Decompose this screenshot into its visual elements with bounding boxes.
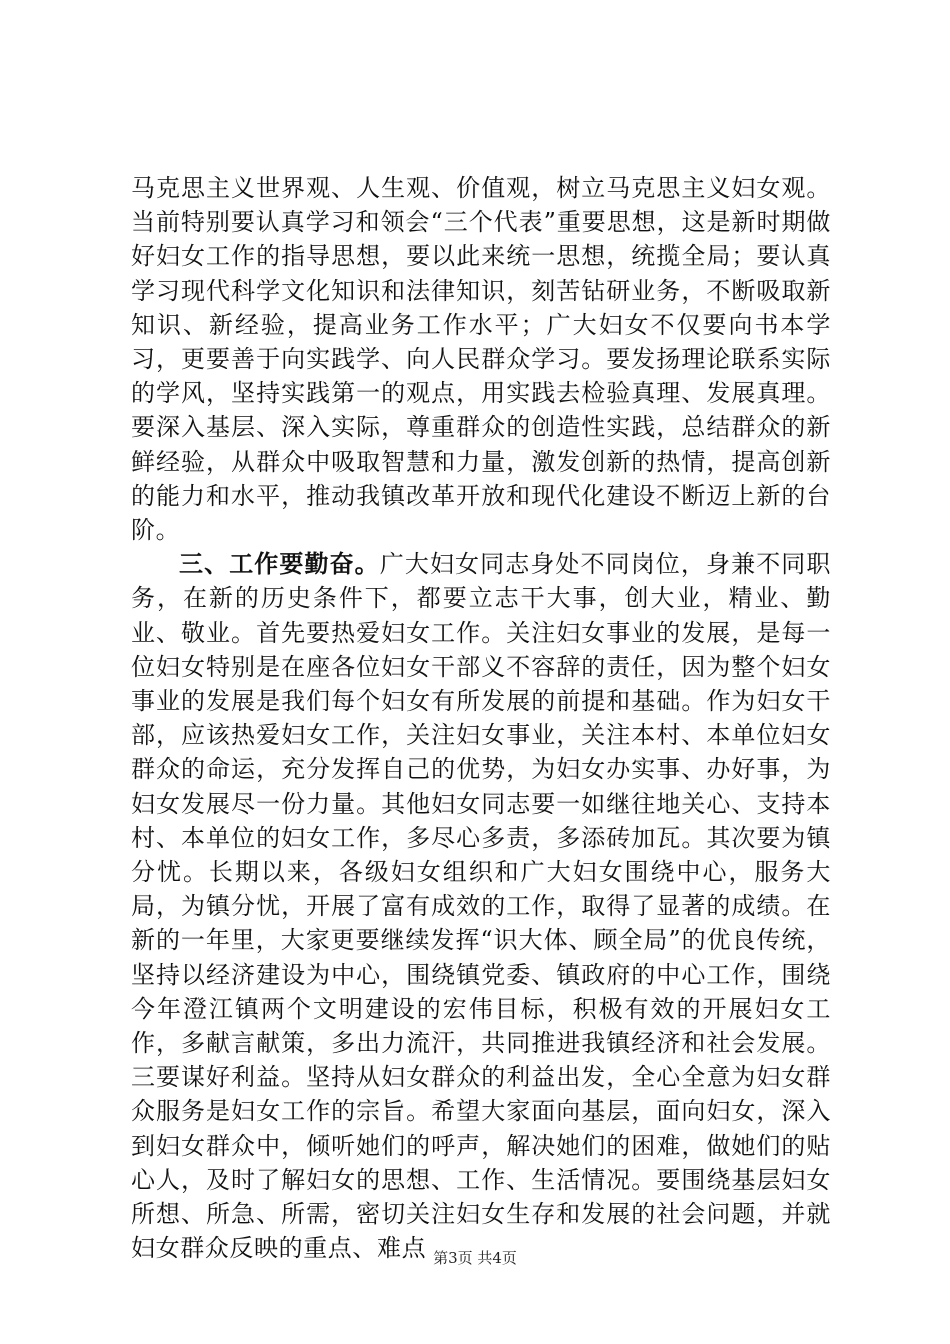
body-paragraph: 马克思主义世界观、人生观、价值观，树立马克思主义妇女观。当前特别要认真学习和领会“三个代表”重要思想，这是新时期做好妇女工作的指导思想，要以此来统一思想，统揽全局；要认真学习现代科学文化知识和法律知识，刻苦钻研业务，不断吸取新知识、新经验，提高业务工作水平；广大妇女不仅要向书本学习，更要善于向实践学、向人民群众学习。要发扬理论联系实际的学风，坚持实践第一的观点，用实践去检验真理、发展真理。要深入基层、深入实际，尊重群众的创造性实践，总结群众的新鲜经验，从群众中吸取智慧和力量，激发创新的热情，提高创新的能力和水平，推动我镇改革开放和现代化建设不断迈上新的台阶。 — [131, 174, 831, 545]
document-body — [131, 171, 831, 1266]
section-heading: 三、工作要勤奋。 — [179, 549, 380, 579]
page-footer — [0, 1247, 950, 1268]
page-number: 第3页 共4页 — [433, 1249, 517, 1267]
body-paragraph-section-3 — [131, 547, 831, 1265]
section-text: 广大妇女同志身处不同岗位，身兼不同职务，在新的历史条件下，都要立志干大事，创大业，精业、勤业、敬业。首先要热爱妇女工作。关注妇女事业的发展，是每一位妇女特别是在座各位妇女干部义不容辞的责任，因为整个妇女事业的发展是我们每个妇女有所发展的前提和基础。作为妇女干部，应该热爱妇女工作，关注妇女事业，关注本村、本单位妇女群众的命运，充分发挥自己的优势，为妇女办实事、办好事，为妇女发展尽一份力量。其他妇女同志要一如继往地关心、支持本村、本单位的妇女工作，多尽心多责，多添砖加瓦。其次要为镇分忧。长期以来，各级妇女组织和广大妇女围绕中心，服务大局，为镇分忧，开展了富有成效的工作，取得了显著的成绩。在新的一年里，大家更要继续发挥“识大体、顾全局”的优良传统，坚持以经济建设为中心，围绕镇党委、镇政府的中心工作，围绕今年澄江镇两个文明建设的宏伟目标，积极有效的开展妇女工作，多献言献策，多出力流汗，共同推进我镇经济和社会发展。三要谋好利益。坚持从妇女群众的利益出发，全心全意为妇女群众服务是妇女工作的宗旨。希望大家面向基层，面向妇女，深入到妇女群众中，倾听她们的呼声，解决她们的困难，做她们的贴心人，及时了解妇女的思想、工作、生活情况。要围绕基层妇女所想、所急、所需，密切关注妇女生存和发展的社会问题，并就妇女群众反映的重点、难点 — [131, 550, 831, 1263]
